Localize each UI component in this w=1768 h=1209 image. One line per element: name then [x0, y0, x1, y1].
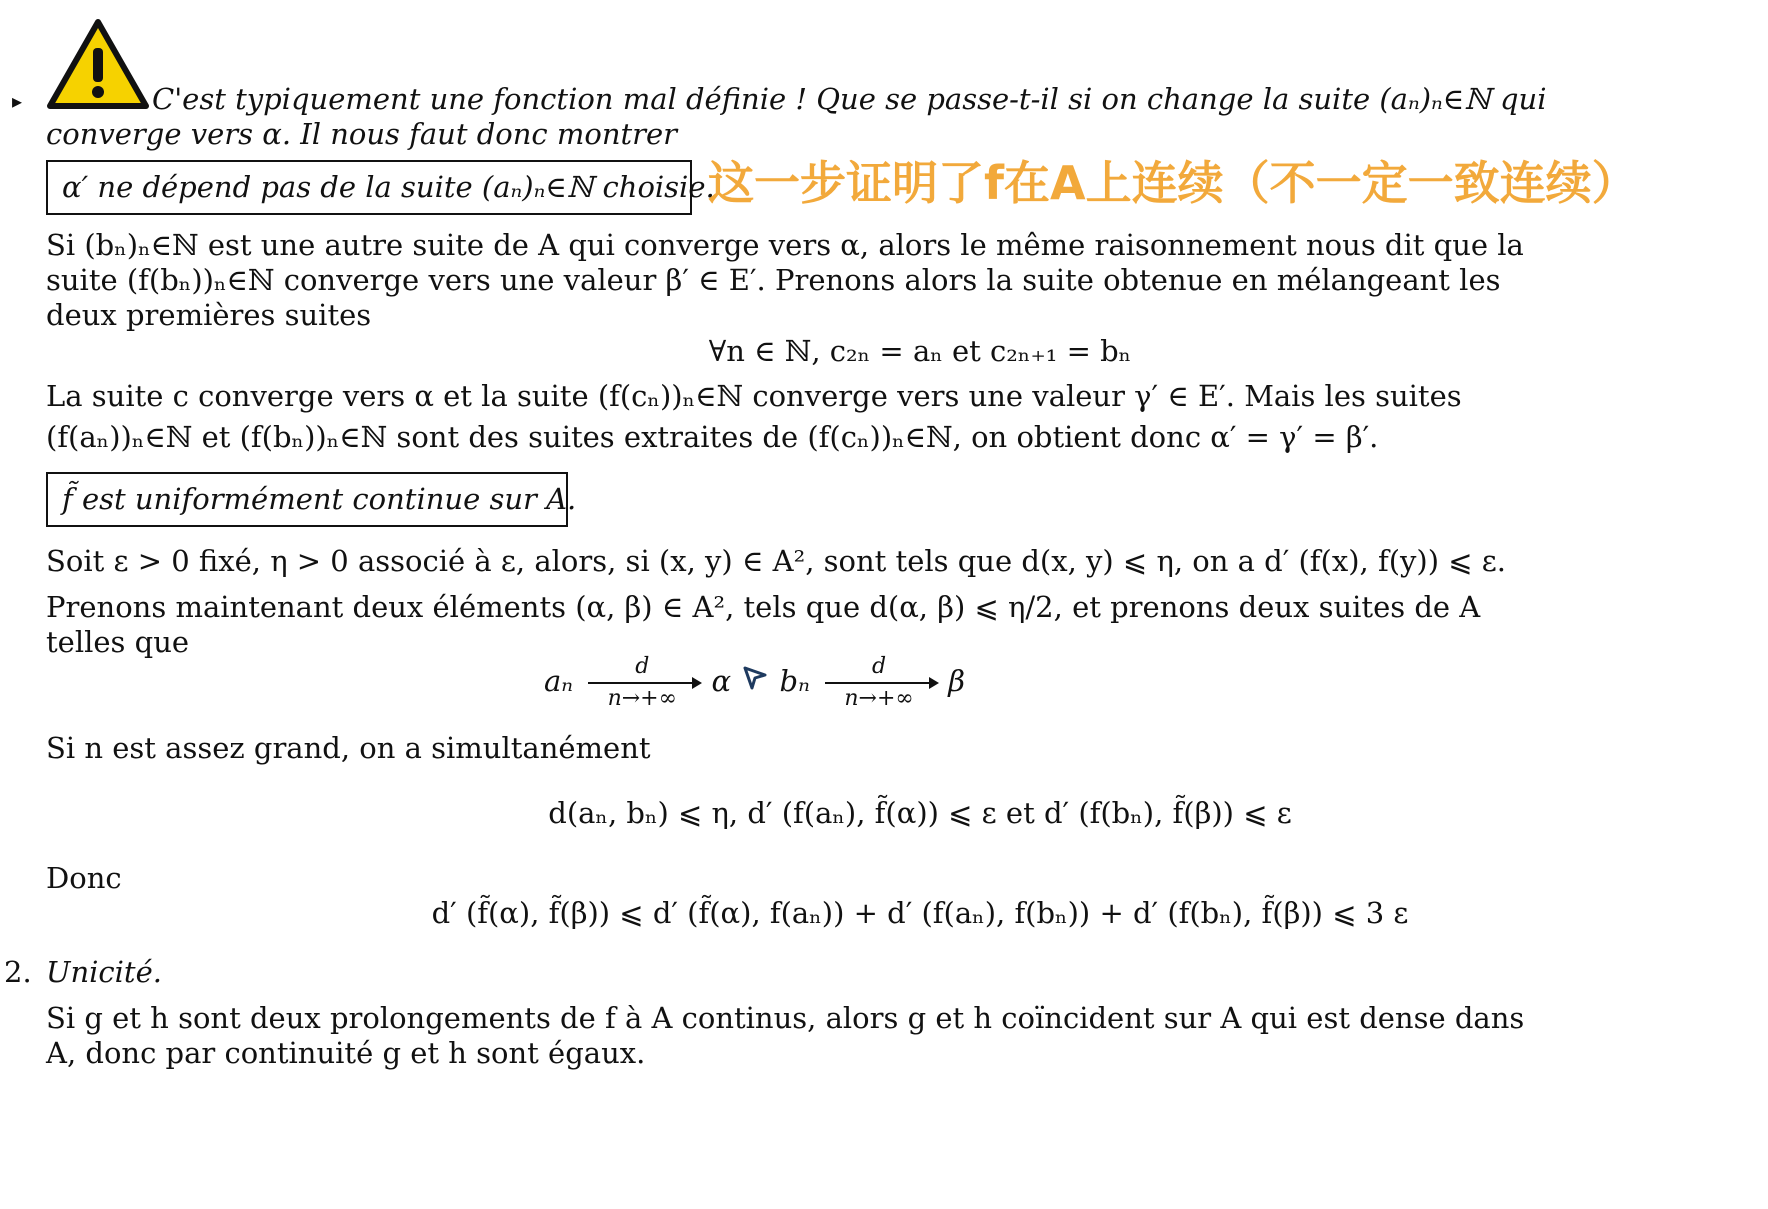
handwritten-annotation: 这一步证明了f在A上连续（不一定一致连续） [708, 156, 1638, 210]
para3-line-2: Prenons maintenant deux éléments (α, β) ∈ A², tels que d(α, β) ⩽ η/2, et prenons deux suites de A [46, 590, 1481, 624]
cursor-mark-icon [740, 662, 770, 701]
para2-line-1: La suite c converge vers α et la suite (f(cₙ))ₙ∈ℕ converge vers une valeur γ′ ∈ E′. Mais les suites [46, 379, 1462, 413]
para1-line-2: suite (f(bₙ))ₙ∈ℕ converge vers une valeur β′ ∈ E′. Prenons alors la suite obtenue en mélangeant les [46, 263, 1501, 297]
warning-line-2: converge vers α. Il nous faut donc montrer [46, 117, 678, 151]
para5-line-2: A, donc par continuité g et h sont égaux. [46, 1036, 646, 1070]
eq2-mid: α [711, 664, 732, 698]
eq2-mid2: bₙ [779, 664, 810, 698]
equation-2 [544, 656, 965, 710]
eq2-right: β [948, 664, 966, 698]
para1-line-1: Si (bₙ)ₙ∈ℕ est une autre suite de A qui converge vers α, alors le même raisonnement nous dit que la [46, 228, 1524, 262]
item-2-number: 2. [4, 955, 32, 989]
warning-icon [46, 18, 150, 110]
warning-line-1: C'est typiquement une fonction mal définie ! Que se passe-t-il si on change la suite (aₙ)ₙ∈ℕ qui [152, 82, 1547, 116]
donc-label: Donc [46, 861, 122, 895]
boxed-claim-1: α′ ne dépend pas de la suite (aₙ)ₙ∈ℕ choisie. [46, 160, 692, 215]
boxed-claim-2: f̃ est uniformément continue sur A. [46, 472, 568, 527]
para4: Si n est assez grand, on a simultanément [46, 731, 651, 765]
para5-line-1: Si g et h sont deux prolongements de f à A continus, alors g et h coïncident sur A qui est dense dans [46, 1001, 1525, 1035]
eq2-left: aₙ [544, 664, 574, 698]
equation-4: d′ (f̃(α), f̃(β)) ⩽ d′ (f̃(α), f(aₙ)) + d′ (f(aₙ), f(bₙ)) + d′ (f(bₙ), f̃(β)) ⩽ 3 ε [431, 896, 1409, 930]
bullet-marker: ▸ [12, 89, 23, 113]
para3-line-1: Soit ε > 0 fixé, η > 0 associé à ε, alors, si (x, y) ∈ A², sont tels que d(x, y) ⩽ η, on a d′ (f(x), f(y)) ⩽ ε. [46, 544, 1506, 578]
equation-3: d(aₙ, bₙ) ⩽ η, d′ (f(aₙ), f̃(α)) ⩽ ε et d′ (f(bₙ), f̃(β)) ⩽ ε [548, 796, 1292, 830]
equation-1: ∀n ∈ ℕ, c₂ₙ = aₙ et c₂ₙ₊₁ = bₙ [708, 334, 1132, 368]
converge-arrow-2: $\frac{d}{n\to+\infty}$ [819, 656, 939, 710]
converge-arrow-1: $\frac{d}{n\to+\infty}$ [582, 656, 702, 710]
item-2-title: Unicité. [46, 955, 162, 989]
para1-line-3: deux premières suites [46, 298, 372, 332]
para2-line-2: (f(aₙ))ₙ∈ℕ et (f(bₙ))ₙ∈ℕ sont des suites extraites de (f(cₙ))ₙ∈ℕ, on obtient donc α′ = γ′ = β′. [46, 420, 1379, 454]
para3-line-3: telles que [46, 625, 190, 659]
